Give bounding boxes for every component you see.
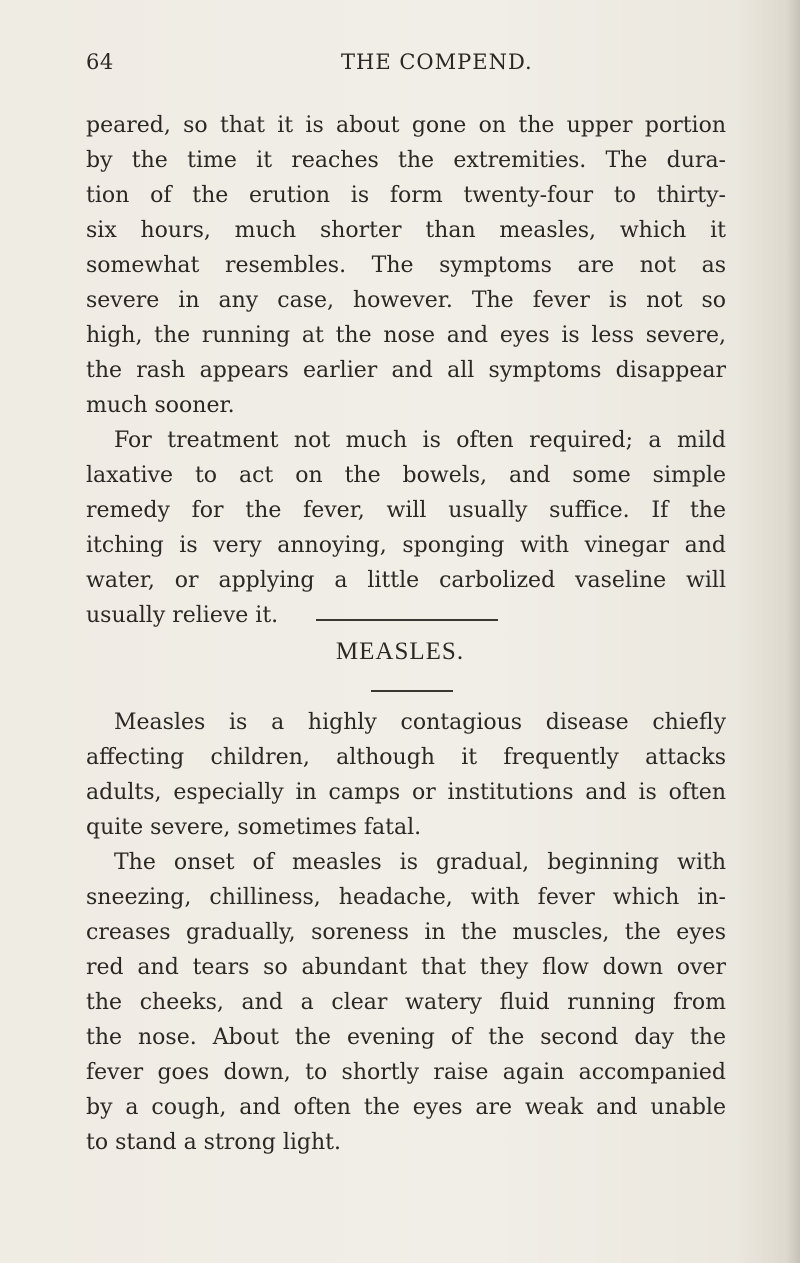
text-line: tion of the erution is form twenty-four to thirty-	[86, 183, 726, 208]
text-line: the rash appears earlier and all symptoms disappear	[86, 358, 726, 383]
page-header	[86, 50, 726, 80]
section-divider-top	[316, 619, 498, 621]
page-edge-shadow	[786, 0, 800, 1263]
paragraph-block-measles	[86, 705, 726, 1160]
text-line: The onset of measles is gradual, beginning with	[114, 850, 726, 875]
paragraph-block-rubella	[86, 108, 726, 633]
text-line: six hours, much shorter than measles, which it	[86, 218, 726, 243]
section-heading-measles: MEASLES.	[335, 638, 465, 665]
text-line: high, the running at the nose and eyes is less severe,	[86, 323, 726, 348]
text-line: remedy for the fever, will usually suffice. If the	[86, 498, 726, 523]
text-line: itching is very annoying, sponging with vinegar and	[86, 533, 726, 558]
text-line: sneezing, chilliness, headache, with fever which in-	[86, 885, 726, 910]
text-line: to stand a strong light.	[86, 1130, 341, 1155]
text-line: quite severe, sometimes fatal.	[86, 815, 422, 840]
text-line: red and tears so abundant that they flow down over	[86, 955, 726, 980]
text-line: usually relieve it.	[86, 603, 279, 628]
text-line: by a cough, and often the eyes are weak and unable	[86, 1095, 726, 1120]
running-title: THE COMPEND.	[341, 50, 533, 74]
text-line: much sooner.	[86, 393, 235, 418]
text-line: water, or applying a little carbolized vaseline will	[86, 568, 726, 593]
text-line: the nose. About the evening of the second day the	[86, 1025, 726, 1050]
text-line: Measles is a highly contagious disease chiefly	[114, 710, 726, 735]
text-line: the cheeks, and a clear watery fluid running from	[86, 990, 726, 1015]
text-line: somewhat resembles. The symptoms are not as	[86, 253, 726, 278]
text-line: peared, so that it is about gone on the upper portion	[86, 113, 726, 138]
text-line: laxative to act on the bowels, and some simple	[86, 463, 726, 488]
text-line: For treatment not much is often required; a mild	[114, 428, 726, 453]
text-line: severe in any case, however. The fever is not so	[86, 288, 726, 313]
text-line: fever goes down, to shortly raise again accompanied	[86, 1060, 726, 1085]
text-line: adults, especially in camps or institutions and is often	[86, 780, 726, 805]
text-line: by the time it reaches the extremities. The dura-	[86, 148, 726, 173]
section-divider-bottom	[371, 690, 453, 692]
text-line: creases gradually, soreness in the muscles, the eyes	[86, 920, 726, 945]
text-line: affecting children, although it frequently attacks	[86, 745, 726, 770]
page-number: 64	[86, 50, 114, 74]
